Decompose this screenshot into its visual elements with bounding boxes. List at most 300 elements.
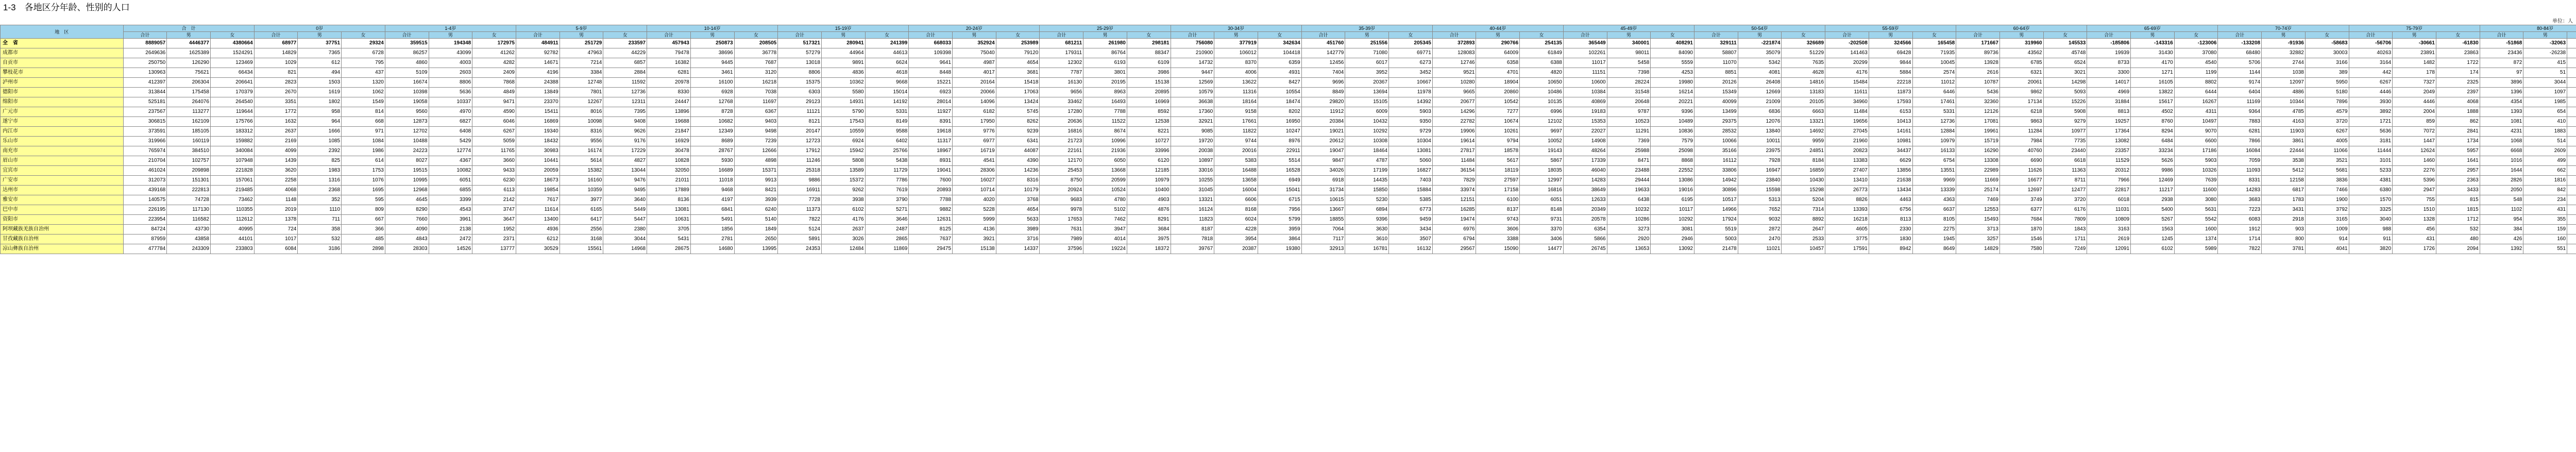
header-sex: 男	[1607, 32, 1651, 39]
table-cell: 3507	[1389, 235, 1433, 244]
table-cell: 12569	[1171, 78, 1214, 88]
table-cell: 9032	[1738, 215, 1782, 225]
table-cell: 7579	[1651, 137, 1694, 146]
header-sex: 合计	[2087, 32, 2131, 39]
table-cell: 290766	[1476, 39, 1520, 48]
table-cell: 6354	[1563, 225, 1607, 235]
table-cell: 34437	[1869, 146, 1912, 156]
table-cell: 3781	[2262, 244, 2306, 254]
table-cell: 9787	[1607, 107, 1651, 117]
table-cell: 5412	[2262, 166, 2306, 176]
table-cell: 8592	[1127, 107, 1171, 117]
table-cell: 32921	[1171, 117, 1214, 127]
table-cell: 36154	[1432, 166, 1476, 176]
table-cell: 4543	[429, 205, 472, 215]
table-cell	[2567, 58, 2576, 68]
table-cell: 4003	[429, 58, 472, 68]
table-cell: 15411	[516, 107, 560, 117]
header-sex: 合计	[1432, 32, 1476, 39]
table-cell: 3630	[1345, 225, 1389, 235]
header-sex: 男	[1083, 32, 1127, 39]
table-cell: 11021	[1738, 244, 1782, 254]
table-cell: 10359	[560, 186, 603, 195]
table-cell: 10615	[1301, 195, 1345, 205]
table-cell: 208505	[734, 39, 778, 48]
table-cell: 9886	[778, 176, 822, 186]
table-cell: 2397	[2436, 88, 2480, 97]
table-cell: 1009	[2305, 225, 2349, 235]
table-cell: 7327	[2393, 78, 2436, 88]
table-cell: 20677	[1432, 97, 1476, 107]
table-cell: 7635	[1782, 58, 1825, 68]
table-cell: -30661	[2393, 39, 2436, 48]
table-cell: 234	[2523, 195, 2567, 205]
table-cell: 7365	[298, 48, 342, 58]
table-cell: 145533	[2043, 39, 2087, 48]
table-cell: 5745	[996, 107, 1040, 117]
table-cell: 352924	[953, 39, 996, 48]
table-cell: 359515	[385, 39, 429, 48]
table-cell: 3620	[254, 166, 298, 176]
table-cell: 1374	[2174, 235, 2218, 244]
table-cell: 11611	[1825, 88, 1869, 97]
table-cell: 11121	[778, 107, 822, 117]
table-cell: 112612	[210, 215, 254, 225]
table-cell: 11484	[1825, 107, 1869, 117]
table-cell: 13321	[1171, 195, 1214, 205]
table-cell: 20061	[1999, 78, 2043, 88]
table-cell: 10261	[1476, 127, 1520, 137]
table-cell: 7660	[385, 215, 429, 225]
table-cell: 711	[298, 215, 342, 225]
table-cell: -56706	[2349, 39, 2393, 48]
table-cell: -61830	[2436, 39, 2480, 48]
table-cell: 16267	[2174, 97, 2218, 107]
table-cell: 4843	[385, 235, 429, 244]
table-cell: 10432	[1345, 117, 1389, 127]
table-cell: 19380	[1258, 244, 1301, 254]
table-cell: 5060	[1389, 156, 1433, 166]
table-cell: 6051	[1520, 195, 1564, 205]
table-cell: 10559	[821, 127, 865, 137]
table-cell: 681211	[1040, 39, 1083, 48]
table-cell: 551	[2523, 244, 2567, 254]
table-cell: -32063	[2523, 39, 2567, 48]
table-cell: 6102	[2131, 244, 2175, 254]
table-cell: 2049	[2393, 88, 2436, 97]
table-cell: 1482	[2393, 58, 2436, 68]
table-cell: 119644	[210, 107, 254, 117]
table-cell: 6341	[996, 137, 1040, 146]
table-cell: 6109	[1127, 58, 1171, 68]
table-cell: 525181	[123, 97, 167, 107]
table-cell: 43099	[429, 48, 472, 58]
table-cell: 11018	[690, 176, 734, 186]
table-cell: 7928	[1738, 156, 1782, 166]
table-cell: 4005	[2305, 137, 2349, 146]
table-cell: 7072	[2393, 127, 2436, 137]
table-cell: 11912	[1301, 107, 1345, 117]
table-row	[1, 146, 2576, 156]
table-cell: 26745	[1563, 244, 1607, 254]
table-cell: 6524	[2043, 58, 2087, 68]
table-cell: 15349	[1694, 88, 1738, 97]
table-cell: 12746	[1432, 58, 1476, 68]
table-cell: 15719	[1956, 137, 2000, 146]
header-sex: 男	[1345, 32, 1389, 39]
table-cell: 4590	[472, 107, 516, 117]
table-cell: 1017	[254, 235, 298, 244]
table-cell: 41262	[472, 48, 516, 58]
table-cell: 151301	[167, 176, 211, 186]
table-cell	[2567, 215, 2576, 225]
table-cell: 8851	[1694, 68, 1738, 78]
row-region-name: 资阳市	[1, 215, 124, 225]
table-cell: 22444	[2262, 146, 2306, 156]
table-cell: 10579	[1171, 88, 1214, 97]
table-cell: 241399	[865, 39, 909, 48]
table-cell: 16719	[953, 146, 996, 156]
table-cell: 13400	[516, 215, 560, 225]
table-cell: 5233	[2349, 166, 2393, 176]
table-cell: 5093	[2043, 88, 2087, 97]
table-cell: 4785	[2262, 107, 2306, 117]
table-cell: 4605	[1825, 225, 1869, 235]
table-cell: 8125	[909, 225, 953, 235]
table-cell: 8168	[1214, 205, 1258, 215]
table-cell: 12538	[1127, 117, 1171, 127]
table-cell: 20299	[1825, 58, 1869, 68]
table-cell: 88347	[1127, 48, 1171, 58]
table-cell: 14671	[516, 58, 560, 68]
table-cell: 517321	[778, 39, 822, 48]
table-cell: 13082	[2087, 137, 2131, 146]
table-cell: 15014	[865, 88, 909, 97]
table-cell: 11626	[1999, 166, 2043, 176]
table-cell: 9279	[2043, 117, 2087, 127]
table-cell: 104418	[1258, 48, 1301, 58]
table-cell: 14435	[1345, 176, 1389, 186]
row-region-name: 攀枝花市	[1, 68, 124, 78]
table-cell: 8471	[1607, 156, 1651, 166]
table-cell: 1632	[254, 117, 298, 127]
table-cell: 10524	[1083, 186, 1127, 195]
table-cell: 40760	[1999, 146, 2043, 156]
table-cell	[2567, 146, 2576, 156]
table-cell: 3938	[821, 195, 865, 205]
table-cell: 4860	[385, 58, 429, 68]
table-cell: 1849	[734, 225, 778, 235]
table-cell: 6359	[1258, 58, 1301, 68]
table-cell: 9176	[603, 137, 647, 146]
table-cell: 16677	[1999, 176, 2043, 186]
header-sex: 男	[2393, 32, 2436, 39]
table-cell: 15561	[560, 244, 603, 254]
table-cell: 19980	[1651, 78, 1694, 88]
table-cell: 1883	[2523, 127, 2567, 137]
header-sex: 女	[603, 32, 647, 39]
table-cell: 18673	[516, 176, 560, 186]
table-cell: 27407	[1825, 166, 1869, 176]
table-cell: 9668	[865, 78, 909, 88]
table-cell: 185105	[167, 127, 211, 137]
table-cell: 7277	[1476, 107, 1520, 117]
table-cell: 14283	[1563, 176, 1607, 186]
table-cell: 17912	[778, 146, 822, 156]
table-cell: -133208	[2218, 39, 2262, 48]
table-cell: 10674	[1476, 117, 1520, 127]
table-cell: 18372	[1127, 244, 1171, 254]
table-cell: 10828	[647, 156, 691, 166]
table-cell: 5866	[1563, 235, 1607, 244]
table-cell: 3961	[429, 215, 472, 225]
table-cell: 6715	[1258, 195, 1301, 205]
table-cell: 3434	[1389, 225, 1433, 235]
table-cell: 514	[2523, 137, 2567, 146]
table-cell: 958	[298, 107, 342, 117]
table-cell: 19633	[1607, 186, 1651, 195]
table-cell: 11978	[1389, 88, 1433, 97]
header-sex: 合计	[778, 32, 822, 39]
table-cell: 17950	[953, 117, 996, 127]
table-cell: 8711	[2043, 176, 2087, 186]
table-cell: 16689	[690, 166, 734, 176]
table-cell: 3044	[2523, 78, 2567, 88]
header-age-group: 20-24岁	[909, 25, 1040, 32]
table-cell: 116582	[167, 215, 211, 225]
table-cell: 1392	[2480, 244, 2523, 254]
table-cell: 13589	[821, 166, 865, 176]
table-cell: 5559	[1651, 58, 1694, 68]
table-cell: 800	[2262, 235, 2306, 244]
table-cell: 12768	[690, 97, 734, 107]
table-cell: 157061	[210, 176, 254, 186]
table-cell: 7652	[1738, 205, 1782, 215]
table-cell: 14392	[1389, 97, 1433, 107]
table-cell: 8849	[1301, 88, 1345, 97]
table-cell: 3257	[1956, 235, 2000, 244]
table-cell: 28014	[909, 97, 953, 107]
table-cell: 12553	[1956, 205, 2000, 215]
table-cell: 7369	[1607, 137, 1651, 146]
table-cell: 21009	[1738, 97, 1782, 107]
table-cell: 40099	[1694, 97, 1738, 107]
table-cell: 2609	[2523, 146, 2567, 156]
table-cell: 1271	[2131, 68, 2175, 78]
table-cell: 3433	[2436, 186, 2480, 195]
table-cell: 3683	[2218, 195, 2262, 205]
table-cell: 8963	[1083, 88, 1127, 97]
table-cell: 10308	[1345, 137, 1389, 146]
table-cell: 19515	[385, 166, 429, 176]
table-cell: 6240	[734, 205, 778, 215]
table-cell: 914	[2305, 235, 2349, 244]
table-cell: 5431	[647, 235, 691, 244]
table-cell: 9863	[1999, 117, 2043, 127]
table-cell: 9085	[1171, 127, 1214, 137]
table-cell: 16929	[647, 137, 691, 146]
table-cell: 6977	[953, 137, 996, 146]
table-cell: 7866	[2218, 137, 2262, 146]
table-cell	[2567, 48, 2576, 58]
table-cell: 8149	[865, 117, 909, 127]
table-cell: 24353	[778, 244, 822, 254]
table-cell: 6928	[690, 88, 734, 97]
table-cell: 10497	[2174, 117, 2218, 127]
table-cell: 8806	[429, 78, 472, 88]
table-cell: 5999	[953, 215, 996, 225]
table-cell: 2918	[2262, 215, 2306, 225]
table-cell: 9471	[472, 97, 516, 107]
table-cell: 31045	[1171, 186, 1214, 195]
table-cell: 19224	[1083, 244, 1127, 254]
table-cell: 8330	[647, 88, 691, 97]
table-cell: -202508	[1825, 39, 1869, 48]
table-cell: 6358	[1476, 58, 1520, 68]
table-cell: 6367	[734, 107, 778, 117]
table-cell: 7064	[1301, 225, 1345, 235]
table-cell: 102261	[1563, 48, 1607, 58]
table-cell: 2884	[603, 68, 647, 78]
table-cell: 5903	[1389, 107, 1433, 117]
table-cell: 28303	[385, 244, 429, 254]
table-cell: 16132	[1389, 244, 1433, 254]
table-cell: 12076	[1738, 117, 1782, 127]
table-cell: 33462	[1040, 97, 1083, 107]
table-cell: 3684	[1127, 225, 1171, 235]
table-cell: 13995	[734, 244, 778, 254]
table-cell: 3977	[560, 195, 603, 205]
table-cell: 20147	[778, 127, 822, 137]
table-cell: 4014	[1083, 235, 1127, 244]
table-cell: 3080	[2174, 195, 2218, 205]
table-cell: 6668	[2480, 146, 2523, 156]
table-cell: 8889057	[123, 39, 167, 48]
table-cell: 7788	[909, 195, 953, 205]
table-cell: 4228	[1214, 225, 1258, 235]
table-cell: 10052	[1520, 137, 1564, 146]
table-cell: 499	[2523, 156, 2567, 166]
table-cell: 14477	[1520, 244, 1564, 254]
table-cell: -91936	[2262, 39, 2306, 48]
table-cell: 5491	[690, 215, 734, 225]
row-region-name: 德阳市	[1, 88, 124, 97]
table-cell: 7214	[560, 58, 603, 68]
table-cell: 5891	[778, 235, 822, 244]
table-cell: 32050	[647, 166, 691, 176]
table-cell: 4090	[385, 225, 429, 235]
table-cell: 4136	[953, 225, 996, 235]
table-cell: 2380	[603, 225, 647, 235]
table-cell: 20648	[1607, 97, 1651, 107]
table-cell: 27597	[1476, 176, 1520, 186]
table-cell: 8291	[1127, 215, 1171, 225]
table-cell: 6663	[1782, 107, 1825, 117]
table-cell: 1945	[1912, 235, 1956, 244]
table-cell: 4701	[1476, 68, 1520, 78]
table-cell: 26408	[1738, 78, 1782, 88]
table-cell: 809	[342, 205, 385, 215]
table-cell: 19854	[516, 186, 560, 195]
table-cell: 1199	[2174, 68, 2218, 78]
table-cell: 1830	[1869, 235, 1912, 244]
table-cell: 6438	[1607, 195, 1651, 205]
table-cell: 14192	[865, 97, 909, 107]
table-cell: 44101	[210, 235, 254, 244]
table-cell: 11017	[1563, 58, 1607, 68]
table-cell: 5957	[2436, 146, 2480, 156]
table-cell: 4017	[953, 68, 996, 78]
table-cell: 1952	[472, 225, 516, 235]
table-cell: 815	[2436, 195, 2480, 205]
table-cell: 365449	[1563, 39, 1607, 48]
table-cell: 2556	[560, 225, 603, 235]
table-cell	[2567, 107, 2576, 117]
table-cell: 7223	[2218, 205, 2262, 215]
table-cell: 1076	[342, 176, 385, 186]
table-cell: 4876	[1127, 205, 1171, 215]
table-cell: 5140	[734, 215, 778, 225]
table-cell: 6606	[1214, 195, 1258, 205]
table-cell: 2094	[2436, 244, 2480, 254]
table-cell: 35166	[1694, 146, 1738, 156]
table-cell: 4903	[1127, 195, 1171, 205]
table-cell: 40263	[2349, 48, 2393, 58]
table-cell: 8137	[1476, 205, 1520, 215]
table-cell: 2138	[429, 225, 472, 235]
table-cell: 5331	[1912, 107, 1956, 117]
table-cell	[2567, 39, 2576, 48]
table-cell: 10554	[1258, 88, 1301, 97]
header-sex: 男	[690, 32, 734, 39]
table-cell: 6754	[1912, 156, 1956, 166]
table-row	[1, 166, 2576, 176]
table-cell: 352	[298, 195, 342, 205]
table-cell: 14296	[1432, 107, 1476, 117]
table-cell: 5542	[2174, 215, 2218, 225]
table-cell: 29324	[342, 39, 385, 48]
table-cell: 10011	[1738, 137, 1782, 146]
table-cell: 5429	[429, 137, 472, 146]
table-cell: 5228	[953, 205, 996, 215]
table-cell	[2567, 166, 2576, 176]
header-age-group: 35-39岁	[1301, 25, 1432, 32]
table-cell: 1772	[254, 107, 298, 117]
table-cell: 12736	[1912, 117, 1956, 127]
table-cell: 14298	[2043, 78, 2087, 88]
table-cell: 29375	[1694, 117, 1738, 127]
table-cell: 4197	[690, 195, 734, 205]
table-cell: 3186	[298, 244, 342, 254]
header-age-group: 30-34岁	[1171, 25, 1301, 32]
table-cell: 9433	[472, 166, 516, 176]
table-cell: 3388	[1476, 235, 1520, 244]
table-cell: 7239	[734, 137, 778, 146]
table-cell: 431	[2393, 235, 2436, 244]
table-cell: 22161	[1040, 146, 1083, 156]
table-cell: 971	[342, 127, 385, 137]
header-age-group: 合 计	[123, 25, 254, 32]
table-cell: 595	[342, 195, 385, 205]
table-cell: 3790	[865, 195, 909, 205]
table-cell: 13694	[1345, 88, 1389, 97]
table-cell: 10362	[821, 78, 865, 88]
table-cell: 14161	[1869, 127, 1912, 137]
table-cell: 8316	[560, 127, 603, 137]
table-cell: 12631	[909, 215, 953, 225]
table-cell: 7966	[2087, 176, 2131, 186]
table-container	[0, 25, 2576, 254]
